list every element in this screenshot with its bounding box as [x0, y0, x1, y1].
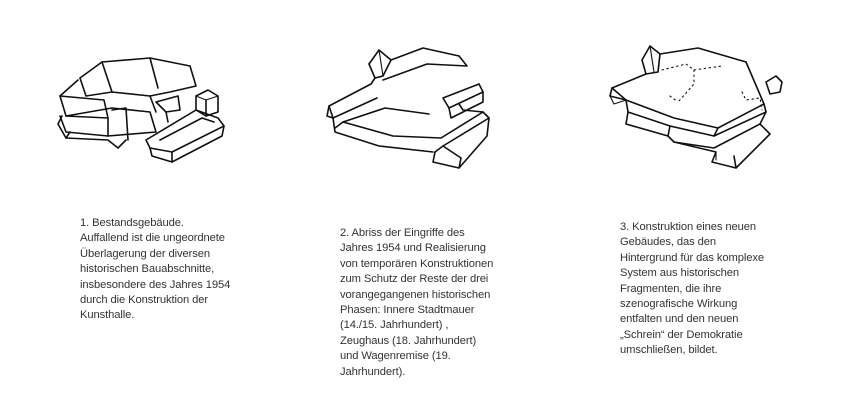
caption-line: Überlagerung der diversen: [80, 247, 210, 260]
caption-line: und Wagenremise (19.: [340, 350, 451, 363]
caption-line: 3. Konstruktion eines neuen: [620, 221, 756, 233]
panel-3: [566, 0, 849, 408]
caption-line: Auffallend ist die ungeordnete: [80, 232, 225, 245]
caption-3: [620, 220, 764, 359]
caption-line: System aus historischen: [620, 267, 739, 280]
caption-line: von temporären Konstruktionen: [340, 257, 494, 270]
caption-line: vorangegangenen historischen: [340, 288, 491, 301]
caption-line: Jahres 1954 und Realisierung: [340, 242, 486, 255]
caption-line: Gebäudes, das den: [620, 236, 716, 249]
caption-line: durch die Konstruktion der: [80, 294, 208, 307]
caption-line: 2. Abriss der Eingriffe des: [340, 227, 465, 239]
caption-line: Zeughaus (18. Jahrhundert): [340, 334, 477, 347]
caption-line: Fragmenten, die ihre: [620, 282, 722, 295]
caption-1: [80, 216, 230, 324]
panel-2: [283, 0, 566, 408]
caption-line: entfalten und den neuen: [620, 313, 739, 326]
sketch-existing-building: [0, 0, 283, 200]
caption-line: zum Schutz der Reste der drei: [340, 273, 489, 286]
caption-line: Jahrhundert).: [340, 365, 406, 378]
caption-line: Kunsthalle.: [80, 309, 135, 322]
panel-1: [0, 0, 283, 408]
caption-line: Hintergrund für das komplexe: [620, 251, 764, 264]
caption-line: (14./15. Jahrhundert) ,: [340, 319, 449, 332]
caption-line: szenografische Wirkung: [620, 298, 738, 311]
caption-2: [340, 226, 493, 380]
caption-line: 1. Bestandsgebäude.: [80, 217, 184, 229]
sketch-demolition-phase: [283, 0, 566, 200]
caption-line: „Schrein“ der Demokratie: [620, 328, 743, 341]
caption-line: Phasen: Innere Stadtmauer: [340, 304, 475, 317]
caption-line: umschließen, bildet.: [620, 344, 718, 357]
sketch-new-building: [566, 0, 849, 200]
caption-line: insbesondere des Jahres 1954: [80, 278, 231, 291]
caption-line: historischen Bauabschnitte,: [80, 263, 215, 276]
